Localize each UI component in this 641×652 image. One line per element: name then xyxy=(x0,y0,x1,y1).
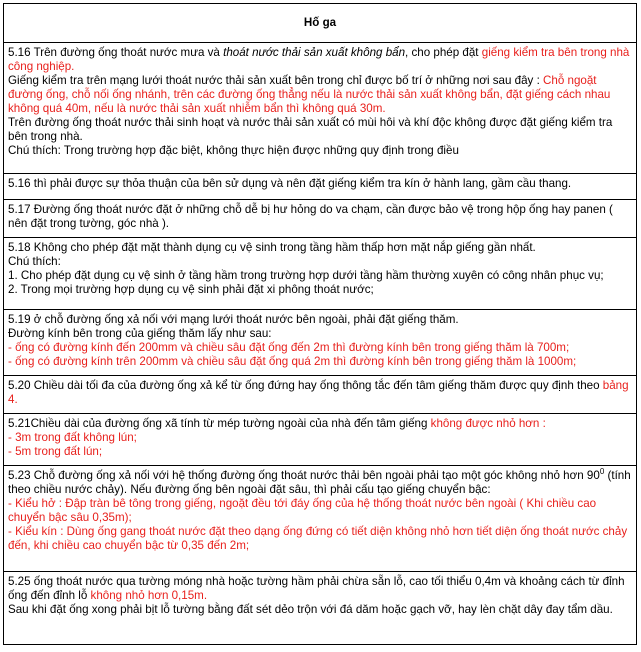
paragraph: Đường kính bên trong của giếng thăm lấy như sau: xyxy=(8,327,272,340)
section-5-18 xyxy=(4,238,636,310)
highlight-text: không nhỏ hơn 0,15m. xyxy=(90,589,208,602)
note: Chú thích: Trong trường hợp đặc biệt, không thực hiện được những quy định trong điều xyxy=(8,144,459,157)
paragraph xyxy=(8,417,632,431)
highlight-text: Chỗ ngoặt đường ống, chỗ nối ống nhánh, trên các đường ống thẳng nếu là nước thải sản xuất không bẩn, đặt giếng cách nhau không quá 40m, nếu là nước thải sản xuất nhiễm bẩn thì không quá 30m. xyxy=(8,74,611,115)
table-header xyxy=(4,4,636,43)
section-5-19 xyxy=(4,310,636,376)
paragraph xyxy=(8,379,632,407)
paragraph: 5.17 Đường ống thoát nước đặt ở những chỗ dễ bị hư hỏng do va chạm, cần được bảo vệ trong hộp ống hay panen ( nên đặt trong tường, góc nhà ). xyxy=(8,203,613,230)
list-item: - 3m trong đất không lún; xyxy=(8,431,137,444)
paragraph: 5.19 ở chỗ đường ống xả nối với mạng lưới thoát nước bên ngoài, phải đặt giếng thăm. xyxy=(8,313,459,326)
section-5-21 xyxy=(4,414,636,466)
table-title: Hố ga xyxy=(303,16,337,29)
text: 5.23 Chỗ đường ống xả nối với hệ thống đường ống thoát nước thải bên ngoài phải tạo một góc không nhỏ hơn 90 xyxy=(8,469,600,482)
paragraph: 5.16 thì phải được sự thỏa thuận của bên sử dụng và nên đặt giếng kiểm tra kín ở hành lang, gầm cầu thang. xyxy=(8,177,572,190)
paragraph xyxy=(8,74,632,116)
paragraph xyxy=(8,469,632,497)
text: 5.25 ống thoát nước qua tường móng nhà hoặc tường hầm phải chừa sẵn lỗ, cao tối thiểu 0,4m và khoảng cách từ đỉnh ống đến đỉnh lỗ xyxy=(8,575,625,602)
section-5-16 xyxy=(4,43,636,174)
paragraph: 5.18 Không cho phép đặt mặt thành dụng cụ vệ sinh trong tầng hầm thấp hơn mặt nắp giếng gần nhất. xyxy=(8,241,536,254)
note-item: 1. Cho phép đặt dụng cụ vệ sinh ở tầng hầm trong trường hợp dưới tầng hầm thường xuyên có công nhân phục vụ; xyxy=(8,269,604,282)
section-5-17 xyxy=(4,200,636,238)
note-label: Chú thích: xyxy=(8,255,61,268)
section-5-16-cont xyxy=(4,174,636,200)
list-item: - 5m trong đất lún; xyxy=(8,445,103,458)
paragraph: Trên đường ống thoát nước thải sinh hoạt và nước thải sản xuất có mùi hôi và khí độc không được đặt giếng kiểm tra bên trong nhà. xyxy=(8,116,613,143)
text: thoát nước thải sản xuất không bẩn xyxy=(223,46,406,59)
superscript: 0 xyxy=(599,467,605,477)
section-5-25 xyxy=(4,572,636,644)
paragraph xyxy=(8,575,632,603)
highlight-text: bảng 4. xyxy=(8,379,629,406)
text: 5.20 Chiều dài tối đa của đường ống xả kể từ ống đứng hay ống thông tắc đến tâm giếng thăm được quy định theo xyxy=(8,379,603,392)
paragraph xyxy=(8,46,632,74)
text: , cho phép đặt xyxy=(405,46,482,59)
highlight-text: giếng kiểm tra bên trong nhà công nghiệp. xyxy=(8,46,630,73)
list-item: - ống có đường kính trên 200mm và chiều sâu đặt ống quá 2m thì đường kính bên trong giếng thăm là 1000m; xyxy=(8,355,577,368)
note-item: 2. Trong mọi trường hợp dụng cụ vệ sinh phải đặt xi phông thoát nước; xyxy=(8,283,374,296)
list-item: - Kiểu hở : Đập tràn bê tông trong giếng, ngoặt đều tới đáy ống của hệ thống thoát nước bên ngoài ( Khi chiều cao chuyển bậc sâu 0,35m); xyxy=(8,497,597,524)
text: 5.21Chiều dài của đường ống xã tính từ mép tường ngoài của nhà đến tâm giếng xyxy=(8,417,431,430)
section-5-23 xyxy=(4,466,636,572)
highlight-text: không được nhỏ hơn : xyxy=(430,417,546,430)
document-table xyxy=(3,3,637,645)
list-item: - Kiểu kín : Dùng ống gang thoát nước đặt theo dạng ống đứng có tiết diện không nhỏ hơn tiết diện ống thoát nước chảy đến, khi chiều cao chuyển bậc từ 0,35 đến 2m; xyxy=(8,525,628,552)
section-5-20 xyxy=(4,376,636,414)
text: (tính theo chiều nước chảy). Nếu đường ống bên ngoài đặt sâu, thì phải cấu tạo giếng chuyển bậc: xyxy=(8,469,631,496)
text: Giếng kiểm tra trên mạng lưới thoát nước thải sản xuất bên trong chỉ được bố trí ở những nơi sau đây : xyxy=(8,74,544,87)
paragraph: Sau khi đặt ống xong phải bịt lỗ tường bằng đất sét dẻo trộn với đá dăm hoặc gạch vỡ, hay lèn chặt dây đay tẩm dầu. xyxy=(8,603,613,616)
text: 5.16 Trên đường ống thoát nước mưa và xyxy=(8,46,224,59)
list-item: - ống có đường kính đến 200mm và chiều sâu đặt ống đến 2m thì đường kính bên trong giếng thăm là 700m; xyxy=(8,341,570,354)
